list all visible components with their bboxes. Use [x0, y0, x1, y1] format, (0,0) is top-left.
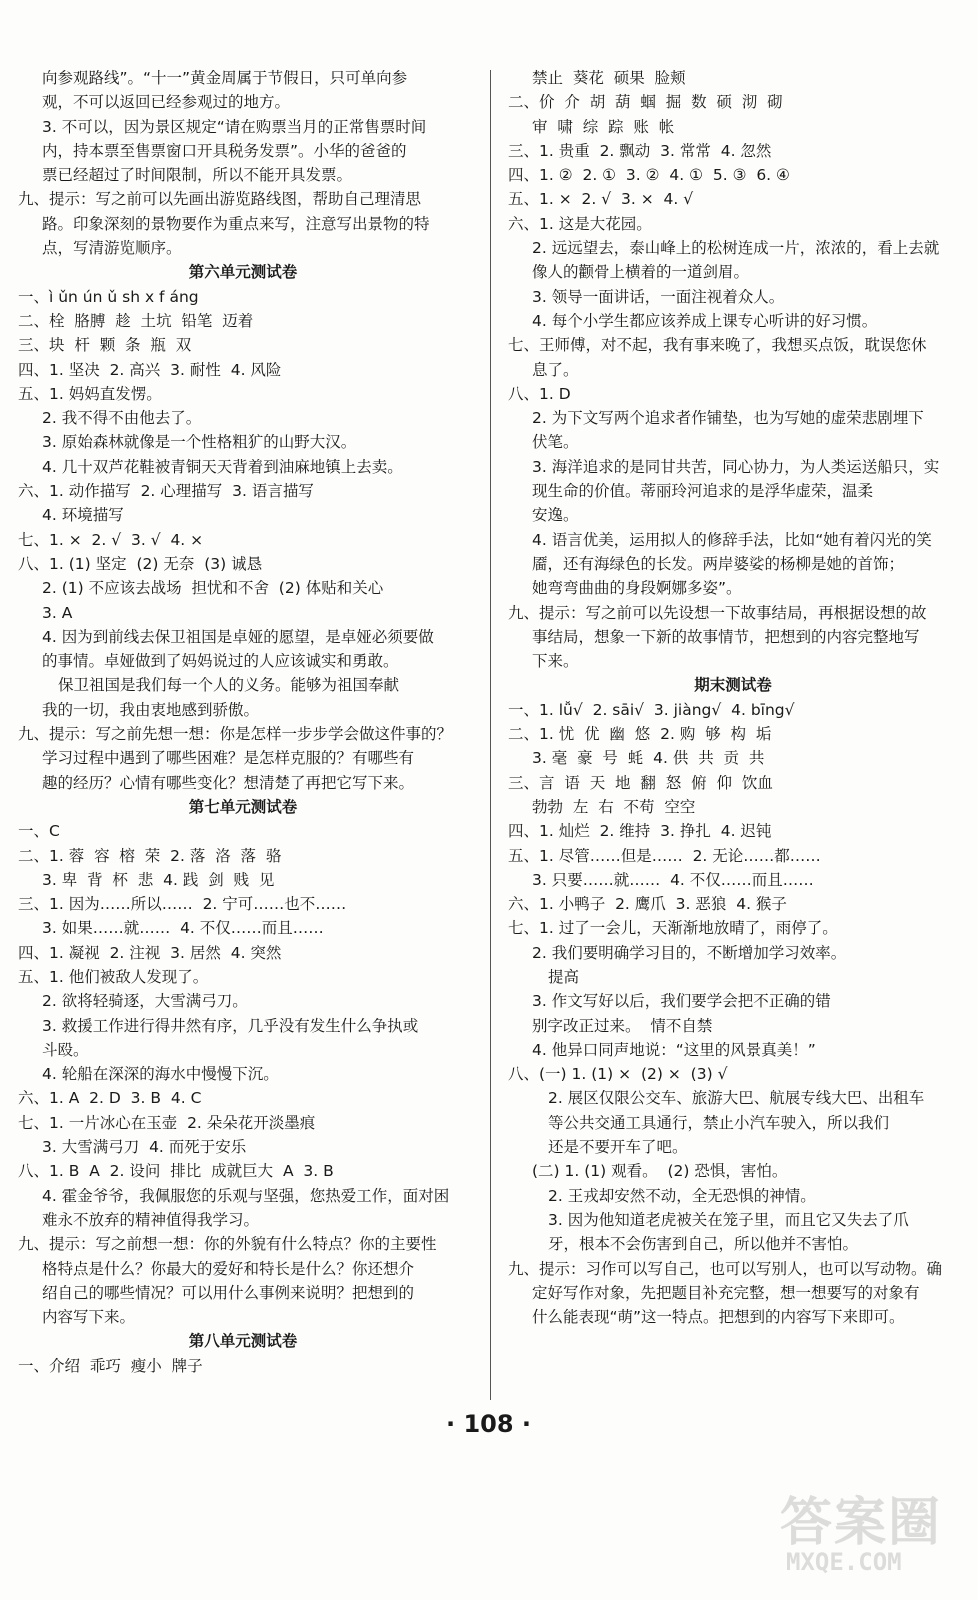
watermark-url: MXQE.COM	[786, 1548, 902, 1576]
answer-line: 3. 作文写好以后，我们要学会把不正确的错	[532, 992, 831, 1011]
answer-line: 难永不放弃的精神值得我学习。	[42, 1210, 260, 1229]
answer-line: 2. 我们要明确学习目的，不断增加学习效率。	[532, 943, 847, 962]
answer-line: 事结局，想象一下新的故事情节，把想到的内容完整地写	[532, 627, 920, 646]
answer-line: 3. 海洋追求的是同甘共苦，同心协力，为人类运送船只，实	[532, 457, 940, 476]
answer-line: 勃勃 左 右 不苟 空空	[532, 797, 696, 816]
page-number: · 108 ·	[445, 1410, 532, 1438]
answer-line: 4. 每个小学生都应该养成上课专心听讲的好习惯。	[532, 311, 878, 330]
answer-line: (二) 1. (1) 观看。 (2) 恐惧，害怕。	[532, 1162, 788, 1181]
answer-line: 4. 轮船在深深的海水中慢慢下沉。	[42, 1065, 279, 1084]
answer-line: 她弯弯曲曲的身段婀娜多姿”。	[532, 579, 742, 598]
answer-line: 3. 救援工作进行得井然有序，几乎没有发生什么争执或	[42, 1016, 419, 1035]
answer-line: 2. 远远望去，泰山峰上的松树连成一片，浓浓的，看上去就	[532, 239, 940, 258]
answer-line: 五、1. 他们被敌人发现了。	[18, 967, 209, 986]
answer-line: 伏笔。	[532, 433, 579, 452]
column-divider	[490, 70, 491, 1400]
answer-line: 像人的颧骨上横着的一道剑眉。	[532, 263, 750, 282]
answer-line: 提高	[548, 967, 580, 986]
answer-line: 2. 欲将轻骑逐，大雪满弓刀。	[42, 992, 248, 1011]
answer-line: 2. (1) 不应该去战场 担忧和不舍 (2) 体贴和关心	[42, 579, 384, 598]
answer-line: 2. 我不得不由他去了。	[42, 409, 202, 428]
answer-line: 内容写下来。	[42, 1308, 136, 1327]
left-column	[18, 66, 468, 1378]
answer-line: 别字改正过来。 情不自禁	[532, 1016, 713, 1035]
section-heading: 第六单元测试卷	[188, 263, 298, 282]
section-heading: 第七单元测试卷	[188, 797, 298, 816]
answer-line: 向参观路线”。“十一”黄金周属于节假日，只可单向参	[42, 69, 408, 87]
answer-line: 六、1. 小鸭子 2. 鹰爪 3. 恶狼 4. 猴子	[508, 895, 787, 914]
answer-line: 四、1. 坚决 2. 高兴 3. 耐性 4. 风险	[18, 360, 282, 379]
answer-line: 3. 只要……就…… 4. 不仅……而且……	[532, 870, 814, 889]
answer-line: 3. 如果……就…… 4. 不仅……而且……	[42, 919, 324, 938]
answer-line: 一、1. lǚ√ 2. sāi√ 3. jiàng√ 4. bīng√	[508, 700, 795, 719]
answer-line: 3. 因为他知道老虎被关在笼子里，而且它又失去了爪	[548, 1210, 909, 1229]
answer-line: 4. 环境描写	[42, 506, 124, 525]
answer-line: 八、1. D	[508, 384, 571, 403]
answer-line: 2. 为下文写两个追求者作铺垫，也为写她的虚荣悲剧埋下	[532, 409, 924, 428]
answer-line: 一、介绍 乖巧 瘦小 牌子	[18, 1356, 203, 1375]
answer-line: 路。印象深刻的景物要作为重点来写，注意写出景物的特	[42, 214, 430, 233]
answer-line: 3. 领导一面讲话，一面注视着众人。	[532, 287, 785, 306]
answer-line: 的事情。卓娅做到了妈妈说过的人应该诚实和勇敢。	[42, 652, 399, 671]
answer-line: 定好写作对象，先把题目补充完整，想一想要写的对象有	[532, 1283, 920, 1302]
answer-line: 二、1. 忧 优 幽 悠 2. 购 够 构 垢	[508, 725, 772, 744]
answer-line: 绍自己的哪些情况？可以用什么事例来说明？把想到的	[42, 1283, 415, 1302]
answer-line: 二、1. 蓉 容 榕 荣 2. 落 洛 落 骆	[18, 846, 282, 865]
section-heading: 期末测试卷	[694, 676, 772, 695]
watermark	[780, 1480, 965, 1590]
answer-line: 九、提示：习作可以写自己，也可以写别人，也可以写动物。确	[508, 1259, 943, 1278]
answer-line: 还是不要开车了吧。	[548, 1138, 688, 1157]
answer-line: 审 啸 综 踪 账 帐	[532, 117, 675, 136]
answer-line: 4. 语言优美，运用拟人的修辞手法，比如“她有着闪光的笑	[532, 530, 932, 549]
answer-line: 一、C	[18, 822, 60, 841]
answer-line: 六、1. A 2. D 3. B 4. C	[18, 1089, 202, 1108]
answer-line: 八、(一) 1. (1) × (2) × (3) √	[508, 1065, 728, 1084]
answer-line: 保卫祖国是我们每一个人的义务。能够为祖国奉献	[58, 676, 400, 695]
answer-line: 六、1. 动作描写 2. 心理描写 3. 语言描写	[18, 482, 314, 501]
answer-line: 禁止 葵花 硕果 脸颊	[532, 69, 686, 87]
answer-line: 4. 因为到前线去保卫祖国是卓娅的愿望，是卓娅必须要做	[42, 627, 434, 646]
answer-line: 九、提示：写之前可以先设想一下故事结局，再根据设想的故	[508, 603, 927, 622]
answer-line: 等公共交通工具通行，禁止小汽车驶入，所以我们	[548, 1113, 890, 1132]
answer-line: 票已经超过了时间限制，所以不能开具发票。	[42, 166, 353, 185]
answer-line: 二、价 介 胡 葫 蝈 掘 数 硕 沏 砌	[508, 93, 783, 112]
answer-line: 一、ì ǔn ún ǔ sh x f áng	[18, 287, 199, 306]
answer-line: 四、1. 凝视 2. 注视 3. 居然 4. 突然	[18, 943, 282, 962]
answer-line: 格特点是什么？你最大的爱好和特长是什么？你还想介	[42, 1259, 415, 1278]
answer-line: 三、1. 贵重 2. 飘动 3. 常常 4. 忽然	[508, 141, 772, 160]
answer-line: 三、言 语 天 地 翻 怒 俯 仰 饮血	[508, 773, 773, 792]
answer-line: 息了。	[532, 360, 579, 379]
watermark-logo: 答案圈	[780, 1493, 943, 1553]
answer-line: 七、王师傅，对不起，我有事来晚了，我想买点饭，耽误您休	[508, 336, 927, 355]
answer-line: 九、提示：写之前可以先画出游览路线图，帮助自己理清思	[18, 190, 422, 209]
answer-line: 三、块 杆 颗 条 瓶 双	[18, 336, 192, 355]
answer-line: 九、提示：写之前想一想：你的外貌有什么特点？你的主要性	[18, 1235, 437, 1254]
answer-line: 学习过程中遇到了哪些困难？是怎样克服的？有哪些有	[42, 749, 415, 768]
answer-line: 三、1. 因为……所以…… 2. 宁可……也不……	[18, 895, 347, 914]
answer-line: 4. 霍金爷爷，我佩服您的乐观与坚强，您热爱工作，面对困	[42, 1186, 450, 1205]
answer-line: 五、1. 尽管……但是…… 2. 无论……都……	[508, 846, 821, 865]
answer-line: 七、1. 一片冰心在玉壶 2. 朵朵花开淡墨痕	[18, 1113, 316, 1132]
answer-line: 八、1. (1) 坚定 (2) 无奈 (3) 诚恳	[18, 554, 263, 573]
answer-line: 四、1. ② 2. ① 3. ② 4. ① 5. ③ 6. ④	[508, 166, 790, 185]
answer-line: 内，持本票至售票窗口开具税务发票”。小华的爸爸的	[42, 141, 407, 160]
answer-line: 九、提示：写之前先想一想：你是怎样一步步学会做这件事的？	[18, 725, 453, 744]
answer-line: 趣的经历？心情有哪些变化？想清楚了再把它写下来。	[42, 773, 415, 792]
answer-line: 什么能表现“萌”这一特点。把想到的内容写下来即可。	[532, 1308, 905, 1327]
section-heading: 第八单元测试卷	[188, 1332, 298, 1351]
answer-line: 牙，根本不会伤害到自己，所以他并不害怕。	[548, 1235, 859, 1254]
answer-line: 六、1. 这是大花园。	[508, 214, 652, 233]
answer-line: 靥，还有海绿色的长发。两岸婆娑的杨柳是她的首饰；	[532, 554, 905, 573]
answer-line: 安逸。	[532, 506, 579, 525]
answer-line: 二、栓 胳膊 趁 土坑 铅笔 迈着	[18, 311, 254, 330]
answer-line: 2. 王戎却安然不动，全无恐惧的神情。	[548, 1186, 816, 1205]
answer-line: 斗殴。	[42, 1040, 89, 1059]
answer-line: 4. 几十双芦花鞋被青铜天天背着到油麻地镇上去卖。	[42, 457, 403, 476]
answer-line: 七、1. 过了一会儿，天渐渐地放晴了，雨停了。	[508, 919, 838, 938]
answer-line: 2. 展区仅限公交车、旅游大巴、航展专线大巴、出租车	[548, 1089, 925, 1108]
answer-line: 五、1. 妈妈直发愣。	[18, 384, 162, 403]
answer-line: 七、1. × 2. √ 3. √ 4. ×	[18, 530, 204, 549]
answer-line: 五、1. × 2. √ 3. × 4. √	[508, 190, 694, 209]
right-column	[508, 66, 958, 1329]
answer-line: 观，不可以返回已经参观过的地方。	[42, 93, 291, 112]
answer-line: 3. 大雪满弓刀 4. 而死于安乐	[42, 1138, 247, 1157]
answer-line: 下来。	[532, 652, 579, 671]
answer-line: 4. 他异口同声地说：“这里的风景真美！”	[532, 1040, 816, 1059]
answer-line: 3. 原始森林就像是一个性格粗犷的山野大汉。	[42, 433, 357, 452]
answer-line: 八、1. B A 2. 设问 排比 成就巨大 A 3. B	[18, 1162, 334, 1181]
answer-line: 3. 毫 豪 号 蚝 4. 供 共 贡 共	[532, 749, 765, 768]
answer-line: 3. A	[42, 603, 73, 622]
answer-line: 我的一切，我由衷地感到骄傲。	[42, 700, 260, 719]
answer-line: 3. 卑 背 杯 悲 4. 践 剑 贱 见	[42, 870, 275, 889]
answer-line: 现生命的价值。蒂丽玲河追求的是浮华虚荣，温柔	[532, 482, 874, 501]
answer-line: 点，写清游览顺序。	[42, 239, 182, 258]
answer-line: 四、1. 灿烂 2. 维持 3. 挣扎 4. 迟钝	[508, 822, 772, 841]
answer-line: 3. 不可以，因为景区规定“请在购票当月的正常售票时间	[42, 117, 427, 136]
